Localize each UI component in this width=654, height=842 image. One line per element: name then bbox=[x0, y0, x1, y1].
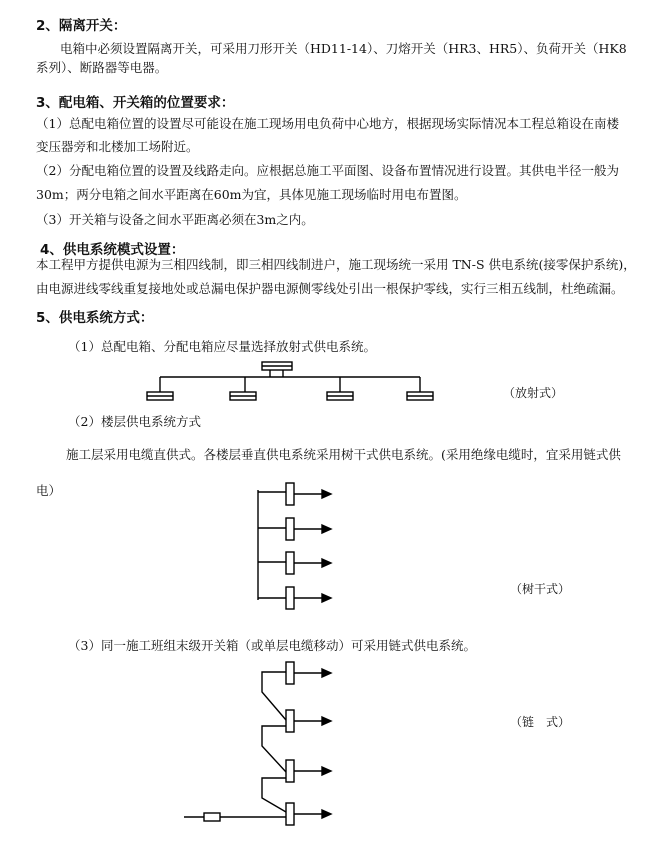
section-3-heading: 3、配电箱、开关箱的位置要求： bbox=[36, 95, 235, 111]
section-3-line-3: （2）分配电箱位置的设置及线路走向。应根据总施工平面图、设备布置情况进行设置。其供电半径一般为 bbox=[36, 163, 619, 178]
section-4-line-1: 本工程甲方提供电源为三相四线制，即三相四线制进户，施工现场统一采用 TN-S 供电系统(接零保护系统)， bbox=[36, 257, 636, 272]
section-5-item-2-desc-1: 施工层采用电缆直供式。各楼层垂直供电系统采用树干式供电系统。(采用绝缘电缆时，宜采用链式供 bbox=[66, 447, 621, 462]
section-2-line-1: 电箱中必须设置隔离开关，可采用刀形开关（HD11-14）、刀熔开关（HR3、HR5）、负荷开关（HK8 bbox=[60, 41, 627, 56]
section-4-heading: 4、供电系统模式设置： bbox=[40, 242, 185, 258]
section-5-item-3: （3）同一施工班组末级开关箱（或单层电缆移动）可采用链式供电系统。 bbox=[68, 638, 476, 653]
section-2-heading: 2、隔离开关： bbox=[36, 18, 127, 34]
radial-label: （放射式） bbox=[503, 386, 564, 400]
section-5-heading: 5、供电系统方式： bbox=[36, 310, 154, 326]
trunk-diagram bbox=[258, 483, 331, 609]
section-5-item-2-desc-2: 电） bbox=[36, 483, 62, 498]
section-5-item-2: （2）楼层供电系统方式 bbox=[68, 414, 201, 429]
section-5-item-1: （1）总配电箱、分配电箱应尽量选择放射式供电系统。 bbox=[68, 339, 376, 354]
section-3-line-4: 30m；两分电箱之间水平距离在60m为宜，具体见施工现场临时用电布置图。 bbox=[36, 187, 467, 202]
chain-diagram bbox=[184, 662, 331, 825]
section-2-line-2: 系列）、断路器等电器。 bbox=[36, 60, 168, 75]
section-4-line-2: 由电源进线零线重复接地处或总漏电保护器电源侧零线处引出一根保护零线，实行三相五线制，杜绝疏漏。 bbox=[36, 281, 624, 296]
radial-diagram bbox=[147, 362, 433, 400]
trunk-label: （树干式） bbox=[510, 582, 571, 596]
section-3-line-5: （3）开关箱与设备之间水平距离必须在3m之内。 bbox=[36, 212, 314, 227]
section-3-line-2: 变压器旁和北楼加工场附近。 bbox=[36, 139, 199, 154]
section-3-line-1: （1）总配电箱位置的设置尽可能设在施工现场用电负荷中心地方，根据现场实际情况本工程总箱设在南楼 bbox=[36, 116, 619, 131]
chain-label: （链 式） bbox=[510, 715, 571, 729]
